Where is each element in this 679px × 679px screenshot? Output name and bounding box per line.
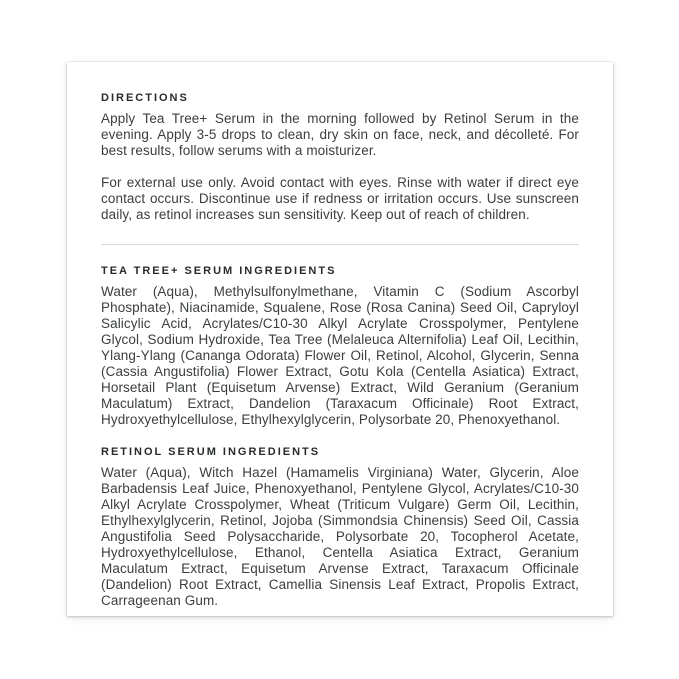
section-divider (101, 244, 579, 245)
tea-tree-ingredients-heading: TEA TREE+ SERUM INGREDIENTS (101, 265, 337, 277)
directions-heading: DIRECTIONS (101, 92, 189, 104)
retinol-ingredients-heading: RETINOL SERUM INGREDIENTS (101, 446, 321, 458)
retinol-ingredients-text: Water (Aqua), Witch Hazel (Hamamelis Virginiana) Water, Glycerin, Aloe Barbadensis Leaf Juice, Phenoxyethanol, Pentylene Glycol, Acrylates/C10-30 Alkyl Acrylate Crosspolymer, Wheat (Triticum Vulgare) Germ Oil, Lecithin, Ethylhexylglycerin, Retinol, Jojoba (Simmondsia Chinensis) Seed Oil, Cassia Angustifolia Seed Polysaccharide, Polysorbate 20, Tocopherol Acetate, Hydroxyethylcellulose, Ethanol, Centella Asiatica Extract, Geranium Maculatum Extract, Equisetum Arvense Extract, Taraxacum Officinale (Dandelion) Root Extract, Camellia Sinensis Leaf Extract, Propolis Extract, Carrageenan Gum. (101, 465, 579, 608)
directions-section (101, 92, 579, 223)
tea-tree-ingredients-text: Water (Aqua), Methylsulfonylmethane, Vitamin C (Sodium Ascorbyl Phosphate), Niacinamide, Squalene, Rose (Rosa Canina) Seed Oil, Capryloyl Salicylic Acid, Acrylates/C10-30 Alkyl Acrylate Crosspolymer, Pentylene Glycol, Sodium Hydroxide, Tea Tree (Melaleuca Alternifolia) Leaf Oil, Lecithin, Ylang-Ylang (Cananga Odorata) Flower Oil, Retinol, Alcohol, Glycerin, Senna (Cassia Angustifolia) Flower Extract, Gotu Kola (Centella Asiatica) Extract, Horsetail Plant (Equisetum Arvense) Extract, Wild Geranium (Geranium Maculatum) Extract, Dandelion (Taraxacum Officinale) Root Extract, Hydroxyethylcellulose, Ethylhexylglycerin, Polysorbate 20, Phenoxyethanol. (101, 284, 579, 427)
tea-tree-ingredients-section (101, 265, 579, 428)
directions-usage-paragraph: Apply Tea Tree+ Serum in the morning followed by Retinol Serum in the evening. Apply 3-5 drops to clean, dry skin on face, neck, and décolleté. For best results, follow serums with a moisturizer. (101, 111, 579, 158)
directions-warning-paragraph: For external use only. Avoid contact with eyes. Rinse with water if direct eye contact occurs. Discontinue use if redness or irritation occurs. Use sunscreen daily, as retinol increases sun sensitivity. Keep out of reach of children. (101, 175, 579, 222)
retinol-ingredients-section (101, 446, 579, 609)
product-label-card (67, 62, 613, 616)
